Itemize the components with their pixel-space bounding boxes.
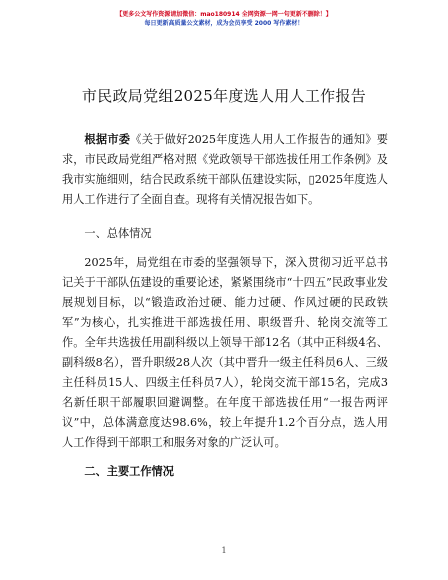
page-number: 1 — [221, 546, 227, 555]
intro-text: 《关于做好2025年度选人用人工作报告的通知》要求，市民政局党组严格对照《党政领导干部选拔任用工作条例》及我市实施细则，结合民政系统干部队伍建设实际，▯2025年度选人用人工作进行了全面自查。现将有关情况报告如下。 — [62, 133, 388, 206]
section-1-heading: 一、总体情况 — [84, 227, 152, 240]
promo-banner — [0, 10, 448, 28]
section-2-heading: 二、主要工作情况 — [84, 465, 174, 478]
section-1-paragraph: 2025年，局党组在市委的坚强领导下，深入贯彻习近平总书记关于干部队伍建设的重要论述，紧紧围绕市“十四五”民政事业发展规划目标，以“锻造政治过硬、能力过硬、作风过硬的民政铁军”为核心，扎实推进干部选拔任用、职级晋升、轮岗交流等工作。全年共选拔任用副科级以上领导干部12名（其中正科级4名、副科级8名），晋升职级28人次（其中晋升一级主任科员6人、三级主任科员15人、四级主任科员7人），轮岗交流干部15名，完成3名新任职干部履职回避调整。在年度干部选拔任用“一报告两评议”中，总体满意度达98.6%，较上年提升1.2个百分点，选人用人工作得到干部职工和服务对象的广泛认可。 — [62, 256, 388, 449]
document-body — [62, 130, 388, 482]
document-title: 市民政局党组2025年度选人用人工作报告 — [81, 87, 367, 105]
intro-lead: 根据市委 — [84, 133, 131, 146]
promo-banner-line-1: 【更多公文写作资源请加微信：mao180914 全网资源一网一句更新不删除！】 — [116, 11, 332, 18]
promo-banner-line-2: 每日更新高质量公文素材，成为会员享受 2000 写作素材！ — [144, 20, 304, 27]
intro-paragraph — [62, 130, 388, 210]
